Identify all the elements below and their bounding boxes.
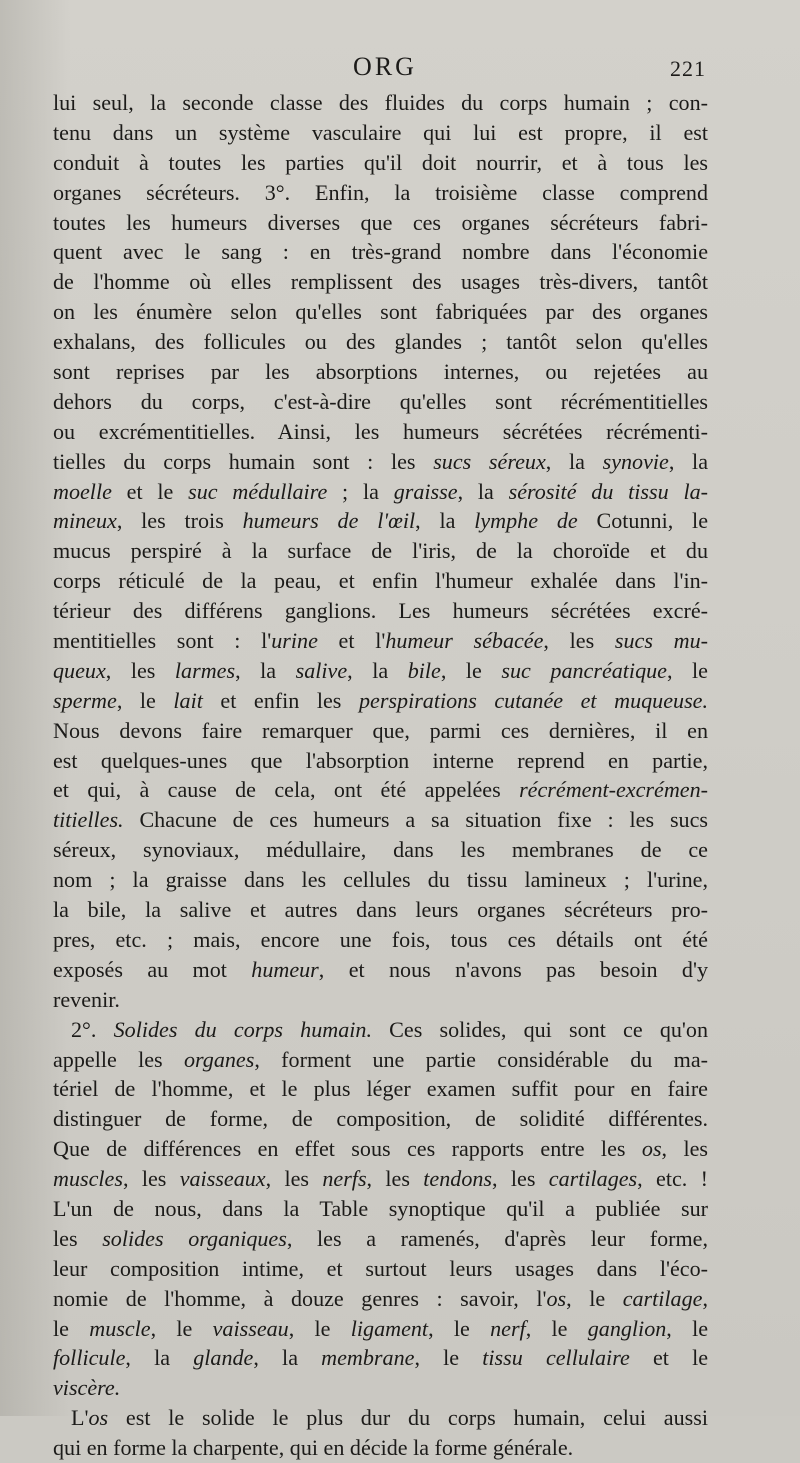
text-line: toutes les humeurs diverses que ces organes sécréteurs fabri- bbox=[53, 209, 708, 235]
text-line: moelle et le suc médullaire ; la graisse, la sérosité du tissu la- bbox=[53, 478, 708, 504]
text-line: mucus perspiré à la surface de l'iris, de la choroïde et du bbox=[53, 538, 708, 564]
text-line: 2°. Solides du corps humain. Ces solides, qui sont ce qu'on bbox=[71, 1016, 708, 1042]
text-line: la bile, la salive et autres dans leurs organes sécréteurs pro- bbox=[53, 897, 708, 923]
text-line: Que de différences en effet sous ces rapports entre les os, les bbox=[53, 1136, 709, 1162]
text-line: conduit à toutes les parties qu'il doit nourrir, et à tous les bbox=[53, 149, 708, 175]
page-number: 221 bbox=[670, 56, 706, 81]
text-line: mineux, les trois humeurs de l'œil, la lymphe de Cotunni, le bbox=[53, 508, 708, 534]
text-line: dehors du corps, c'est-à-dire qu'elles sont récrémentitielles bbox=[53, 388, 708, 414]
text-line: quent avec le sang : en très-grand nombre dans l'économie bbox=[53, 239, 708, 265]
text-line: Nous devons faire remarquer que, parmi ces dernières, il en bbox=[53, 717, 708, 743]
text-line: mentitielles sont : l'urine et l'humeur sébacée, les sucs mu- bbox=[53, 628, 708, 654]
text-line: follicule, la glande, la membrane, le tissu cellulaire et le bbox=[53, 1345, 709, 1371]
text-line: térieur des différens ganglions. Les humeurs sécrétées excré- bbox=[53, 598, 708, 624]
text-line: lui seul, la seconde classe des fluides du corps humain ; con- bbox=[53, 90, 708, 115]
page-header bbox=[0, 52, 800, 86]
running-head: ORG bbox=[353, 52, 417, 81]
text-line: et qui, à cause de cela, ont été appelées récrément-excrémen- bbox=[53, 777, 708, 803]
text-line: ou excrémentitielles. Ainsi, les humeurs sécrétées récrémenti- bbox=[53, 418, 708, 444]
text-line: est quelques-unes que l'absorption interne reprend en partie, bbox=[53, 747, 708, 773]
text-line: tielles du corps humain sont : les sucs séreux, la synovie, la bbox=[53, 448, 709, 474]
text-line: les solides organiques, les a ramenés, d'après leur forme, bbox=[53, 1225, 708, 1251]
text-line: muscles, les vaisseaux, les nerfs, les tendons, les cartilages, etc. ! bbox=[53, 1166, 708, 1192]
text-line: exhalans, des follicules ou des glandes ; tantôt selon qu'elles bbox=[53, 329, 708, 355]
text-line: leur composition intime, et surtout leurs usages dans l'éco- bbox=[53, 1255, 708, 1281]
text-line: L'un de nous, dans la Table synoptique qu'il a publiée sur bbox=[53, 1195, 708, 1221]
text-line: corps réticulé de la peau, et enfin l'humeur exhalée dans l'in- bbox=[53, 568, 708, 594]
text-line: de l'homme où elles remplissent des usages très-divers, tantôt bbox=[53, 269, 708, 295]
text-line: séreux, synoviaux, médullaire, dans les membranes de ce bbox=[53, 837, 708, 863]
text-line: on les énumère selon qu'elles sont fabriquées par des organes bbox=[53, 299, 708, 325]
text-line: queux, les larmes, la salive, la bile, le suc pancréatique, le bbox=[53, 657, 708, 683]
text-line: exposés au mot humeur, et nous n'avons pas besoin d'y bbox=[53, 956, 708, 982]
text-line: viscère. bbox=[53, 1375, 121, 1401]
text-line: le muscle, le vaisseau, le ligament, le nerf, le ganglion, le bbox=[53, 1315, 709, 1341]
text-line: revenir. bbox=[53, 986, 120, 1012]
text-line: nom ; la graisse dans les cellules du tissu lamineux ; l'urine, bbox=[53, 867, 708, 893]
text-line: pres, etc. ; mais, encore une fois, tous ces détails ont été bbox=[53, 926, 708, 952]
text-line: nomie de l'homme, à douze genres : savoir, l'os, le cartilage, bbox=[53, 1285, 708, 1311]
text-line: tériel de l'homme, et le plus léger examen suffit pour en faire bbox=[53, 1076, 708, 1102]
body-text bbox=[53, 88, 708, 1463]
text-line: tenu dans un système vasculaire qui lui est propre, il est bbox=[53, 119, 708, 145]
text-line: sperme, le lait et enfin les perspirations cutanée et muqueuse. bbox=[53, 687, 708, 713]
text-line: titielles. Chacune de ces humeurs a sa situation fixe : les sucs bbox=[53, 807, 708, 833]
text-line: L'os est le solide le plus dur du corps humain, celui aussi bbox=[71, 1405, 708, 1431]
text-line: qui en forme la charpente, qui en décide la forme générale. bbox=[53, 1435, 574, 1461]
text-line: organes sécréteurs. 3°. Enfin, la troisième classe comprend bbox=[53, 179, 708, 205]
text-line: sont reprises par les absorptions internes, ou rejetées au bbox=[53, 359, 708, 385]
text-line: appelle les organes, forment une partie considérable du ma- bbox=[53, 1046, 708, 1072]
text-line: distinguer de forme, de composition, de solidité différentes. bbox=[53, 1106, 708, 1132]
